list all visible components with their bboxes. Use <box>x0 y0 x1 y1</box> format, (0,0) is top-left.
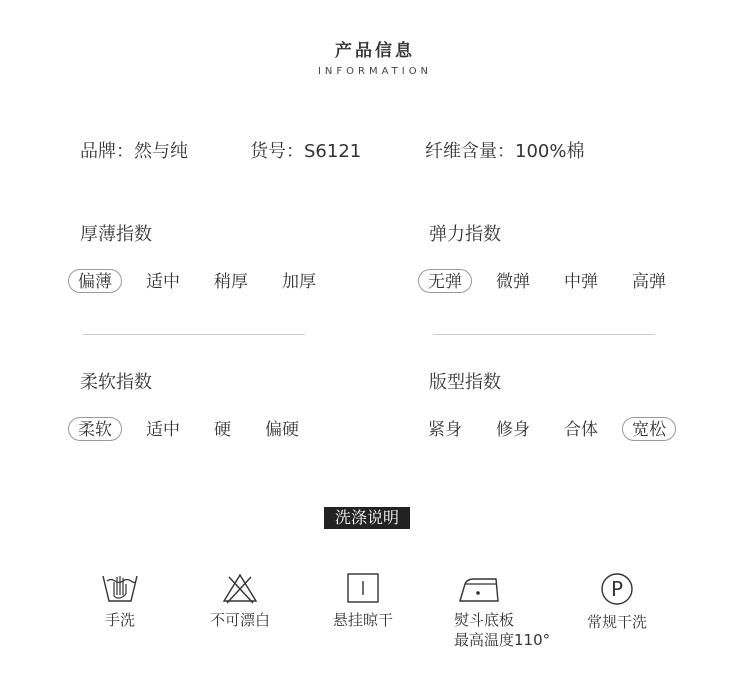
care-item-hand-wash <box>90 572 150 630</box>
thickness-option: 适中 <box>146 272 180 292</box>
fit-option: 紧身 <box>428 420 462 440</box>
iron-icon <box>454 572 504 604</box>
care-item-iron <box>448 572 558 650</box>
section-subtitle: INFORMATION <box>317 66 433 77</box>
softness-option: 硬 <box>214 420 231 440</box>
care-label-secondary: 最高温度110° <box>454 631 551 649</box>
softness-title: 柔软指数 <box>80 372 152 393</box>
hang-dry-icon <box>343 572 383 604</box>
thickness-option: 偏薄 <box>68 269 122 293</box>
divider <box>433 334 655 335</box>
care-label: 不可漂白 <box>209 611 270 629</box>
fit-option: 修身 <box>496 420 530 440</box>
thickness-option: 加厚 <box>282 272 316 292</box>
brand-spec: 品牌：然与纯 <box>80 141 188 162</box>
softness-option: 偏硬 <box>265 420 299 440</box>
wash-instructions-title: 洗涤说明 <box>324 507 410 529</box>
softness-options <box>68 417 323 441</box>
care-item-hang-dry <box>328 572 398 630</box>
sku-spec: 货号：S6121 <box>250 141 362 162</box>
thickness-options <box>68 269 340 293</box>
care-label: 常规干洗 <box>586 613 647 631</box>
care-item-dry-clean <box>582 572 652 632</box>
fiber-spec: 纤维含量：100%棉 <box>425 141 585 162</box>
elasticity-option: 无弹 <box>418 269 472 293</box>
thickness-title: 厚薄指数 <box>80 224 152 245</box>
care-label: 熨斗底板 <box>454 611 515 629</box>
dry-clean-symbol: P <box>610 577 624 601</box>
dry-clean-p-icon <box>597 572 637 606</box>
elasticity-options <box>418 269 690 293</box>
softness-option: 柔软 <box>68 417 122 441</box>
fit-option: 合体 <box>564 420 598 440</box>
elasticity-option: 高弹 <box>632 272 666 292</box>
thickness-option: 稍厚 <box>214 272 248 292</box>
elasticity-option: 中弹 <box>564 272 598 292</box>
care-item-no-bleach <box>205 572 275 630</box>
no-bleach-icon <box>220 572 260 604</box>
elasticity-option: 微弹 <box>496 272 530 292</box>
section-title: 产品信息 <box>335 41 415 61</box>
fit-option: 宽松 <box>622 417 676 441</box>
care-label: 手洗 <box>104 611 135 629</box>
fit-title: 版型指数 <box>429 372 501 393</box>
fit-options <box>418 417 690 441</box>
divider <box>83 334 305 335</box>
softness-option: 适中 <box>146 420 180 440</box>
hand-wash-icon <box>100 572 140 604</box>
elasticity-title: 弹力指数 <box>429 224 501 245</box>
care-label: 悬挂晾干 <box>332 611 393 629</box>
